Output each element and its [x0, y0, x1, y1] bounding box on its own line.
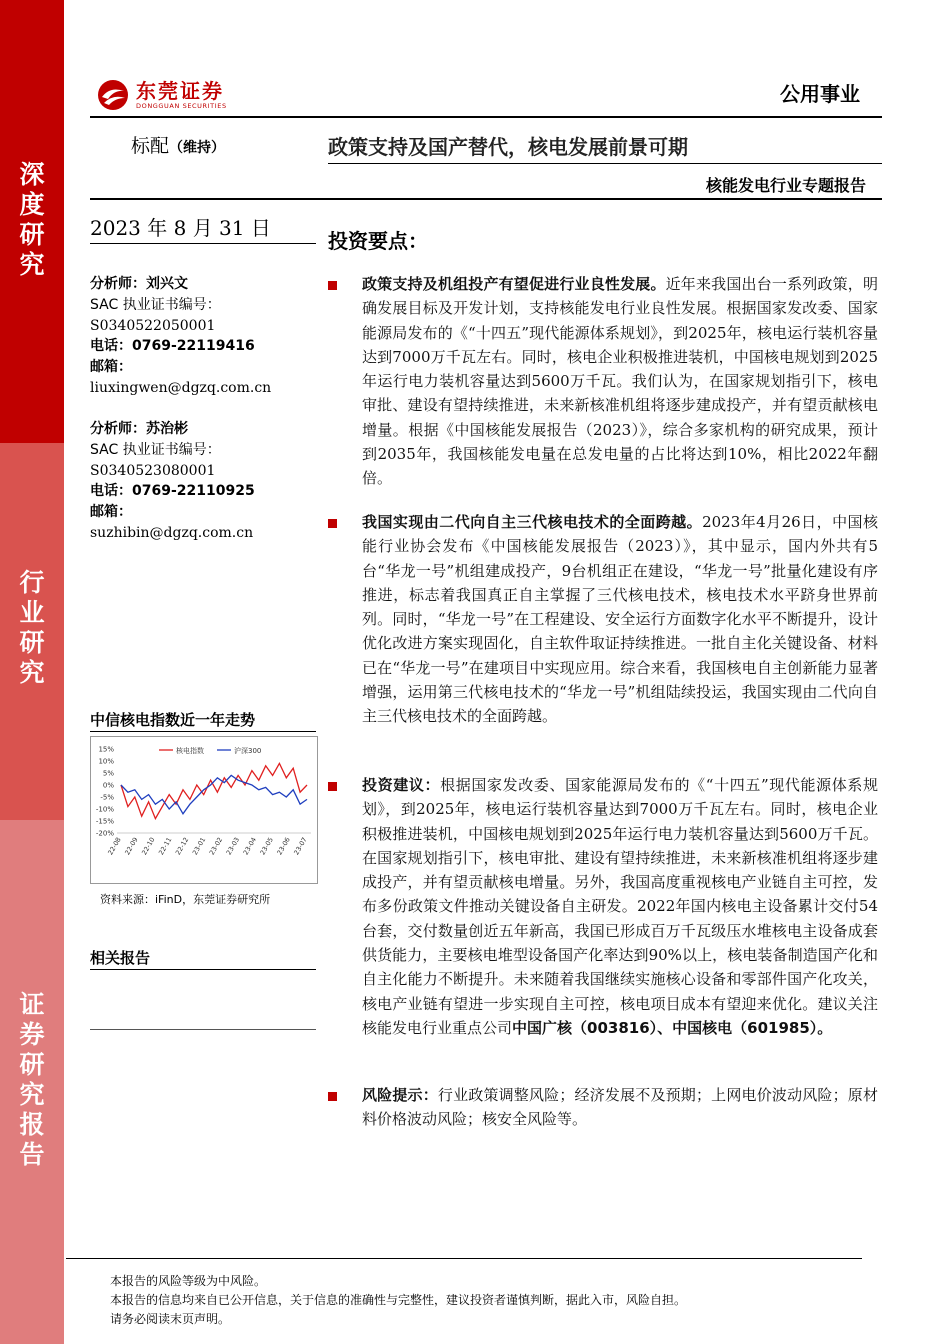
x-tick-label: 23-02	[207, 836, 225, 857]
phone: 电话：0769-22110925	[90, 483, 255, 500]
y-tick-label: -10%	[95, 805, 114, 814]
x-tick-label: 23-04	[241, 836, 259, 857]
key-point-paragraph	[362, 1083, 878, 1132]
industry-label: 公用事业	[780, 82, 860, 106]
cert-label: SAC 执业证书编号：	[90, 441, 221, 458]
key-points-title: 投资要点：	[328, 229, 428, 253]
logo-emblem-icon	[96, 78, 130, 112]
x-tick-label: 22-08	[106, 836, 123, 857]
rating-value: 标配	[131, 135, 170, 157]
bullet-icon	[328, 1092, 337, 1101]
key-point-recommendation: 中国广核（003816）、中国核电（601985）。	[512, 1018, 833, 1037]
cert-label: SAC 执业证书编号：	[90, 296, 221, 313]
report-date: 2023 年 8 月 31 日	[90, 216, 271, 240]
related-reports-title: 相关报告	[90, 949, 151, 967]
footer-rule	[66, 1258, 862, 1259]
cert-number: S0340523080001	[90, 462, 216, 479]
chart-svg	[91, 737, 317, 883]
email-label: 邮箱：	[90, 359, 132, 376]
x-tick-label: 22-09	[123, 836, 140, 857]
key-point-heading: 风险提示：	[362, 1086, 438, 1104]
footer-disclaimer	[110, 1272, 686, 1329]
legend-label: 沪深300	[234, 747, 262, 755]
y-tick-label: -5%	[100, 793, 114, 802]
email-label: 邮箱：	[90, 504, 132, 521]
email-link[interactable]: liuxingwen@dgzq.com.cn	[90, 379, 272, 396]
logo-name-cn: 东莞证券	[136, 78, 224, 103]
related-rule-bottom	[90, 1029, 316, 1030]
y-tick-label: 15%	[98, 745, 114, 754]
x-tick-label: 23-03	[224, 836, 242, 857]
key-point-text: 2023年4月26日，中国核能行业协会发布《中国核能发展报告（2023）》，其中显示，国内外共有5台“华龙一号”机组建成投产，9台机组正在建设，“华龙一号”批量化建设有序推进，标志着我国真正自主掌握了三代核电技术，核电技术水平跻身世界前列。同时，“华龙一号”在工程建设、安全运行方面数字化水平不断提升，设计优化改进方案实现固化，自主软件取证持续推进。一批自主化关键设备、材料已在“华龙一号”在建项目中实现应用。综合来看，我国核电自主创新能力显著增强，运用第三代核电技术的“华龙一号”机组陆续投运，我国实现由二代向自主三代核电技术的全面跨越。	[362, 513, 878, 726]
email-link[interactable]: suzhibin@dgzq.com.cn	[90, 524, 254, 541]
phone: 电话：0769-22119416	[90, 338, 255, 355]
header-rule	[90, 116, 882, 118]
x-tick-label: 23-07	[292, 836, 309, 857]
bullet-icon	[328, 519, 337, 528]
chart-title-rule	[90, 731, 316, 732]
cert-number: S0340522050001	[90, 317, 216, 334]
bullet-icon	[328, 281, 337, 290]
report-headline: 政策支持及国产替代，核电发展前景可期	[328, 135, 688, 159]
series-line-csi300	[121, 775, 307, 813]
y-tick-label: 10%	[98, 757, 114, 766]
footer-line: 本报告的信息均来自已公开信息，关于信息的准确性与完整性，建议投资者谨慎判断，据此入市，风险自担。	[110, 1293, 687, 1307]
key-point-text: 近年来我国出台一系列政策，明确发展目标及开发计划，支持核能发电行业良性发展。根据国家发改委、国家能源局发布的《“十四五”现代能源体系规划》，到2025年，核电运行装机容量达到7000万千瓦左右。同时，核电企业积极推进装机，中国核电规划到2025年运行电力装机容量达到5600万千瓦。我们认为，在国家规划指引下，核电审批、建设有望持续推进，未来新核准机组将逐步建成投产，并有望贡献核电增量。根据《中国核能发展报告（2023）》，综合多家机构的研究成果，预计到2035年，我国核能发电量在总发电量的占比将达到10%，相比2022年翻倍。	[362, 275, 878, 488]
chart-title: 中信核电指数近一年走势	[90, 711, 256, 729]
sidebar-section-industry-research	[0, 443, 64, 820]
company-logo	[96, 78, 227, 112]
analyst-block-1	[90, 274, 271, 399]
x-tick-label: 23-06	[275, 836, 292, 857]
key-point-paragraph	[362, 510, 878, 729]
logo-name-en: DONGGUAN SECURITIES	[136, 101, 227, 110]
footer-line: 请务必阅读末页声明。	[110, 1312, 231, 1326]
left-color-band	[0, 0, 64, 1344]
legend-label: 核电指数	[176, 747, 204, 755]
report-subtitle: 核能发电行业专题报告	[705, 176, 866, 195]
x-tick-label: 22-10	[140, 836, 157, 857]
index-trend-chart	[90, 736, 318, 884]
key-point-heading: 政策支持及机组投产有望促进行业良性发展。	[362, 275, 666, 293]
series-line-nuclear-index	[121, 763, 307, 818]
sidebar-label: 行业研究	[19, 568, 45, 687]
sidebar-section-securities-report	[0, 820, 64, 1344]
rating-note: （维持）	[169, 140, 226, 156]
key-point-text: 行业政策调整风险；经济发展不及预期；上网电价波动风险；原材料价格波动风险；核安全风险等。	[362, 1086, 878, 1129]
x-tick-label: 23-05	[258, 836, 275, 857]
key-point-paragraph	[362, 773, 878, 1040]
analyst-name: 分析师：刘兴文	[90, 276, 188, 292]
sidebar-section-deep-research	[0, 0, 64, 443]
date-rule	[90, 243, 316, 244]
x-tick-label: 23-01	[190, 836, 208, 857]
key-point-paragraph	[362, 272, 878, 491]
sidebar-label: 深度研究	[19, 160, 45, 279]
rating	[131, 131, 225, 158]
y-tick-label: -20%	[95, 829, 114, 838]
chart-source: 资料来源：iFinD，东莞证券研究所	[100, 893, 271, 906]
related-rule	[90, 969, 316, 970]
key-point-heading: 投资建议：	[362, 776, 441, 794]
analyst-name: 分析师：苏治彬	[90, 421, 188, 437]
subtitle-rule	[90, 198, 882, 200]
x-tick-label: 22-11	[157, 836, 174, 857]
y-tick-label: 0%	[102, 781, 114, 790]
key-point-heading: 我国实现由二代向自主三代核电技术的全面跨越。	[362, 513, 703, 531]
analyst-block-2	[90, 419, 255, 544]
bullet-icon	[328, 782, 337, 791]
key-point-text: 根据国家发改委、国家能源局发布的《“十四五”现代能源体系规划》，到2025年，核电运行装机容量达到7000万千瓦左右。同时，核电企业积极推进装机，中国核电规划到2025年运行电力装机容量达到5600万千瓦。在国家规划指引下，核电审批、建设有望持续推进，未来新核准机组将逐步建成投产，并有望贡献核电增量。另外，我国高度重视核电产业链自主可控，发布多份政策文件推动关键设备自主研发。2022年国内核电主设备累计交付54台套，交付数量创近五年新高，我国已形成百万千瓦级压水堆核电主设备成套供货能力，主要核电堆型设备国产化率达到90%以上，核电装备制造国产化和自主化能力不断提升。未来随着我国继续实施核心设备和零部件国产化攻关，核电产业链有望进一步实现自主可控，核电项目成本有望迎来优化。建议关注核能发电行业重点公司	[362, 776, 878, 1037]
x-tick-label: 22-12	[173, 836, 191, 857]
headline-rule	[328, 163, 882, 164]
footer-line: 本报告的风险等级为中风险。	[110, 1274, 267, 1288]
y-tick-label: 5%	[102, 769, 114, 778]
y-tick-label: -15%	[95, 817, 114, 826]
sidebar-label: 证券研究报告	[19, 990, 45, 1169]
